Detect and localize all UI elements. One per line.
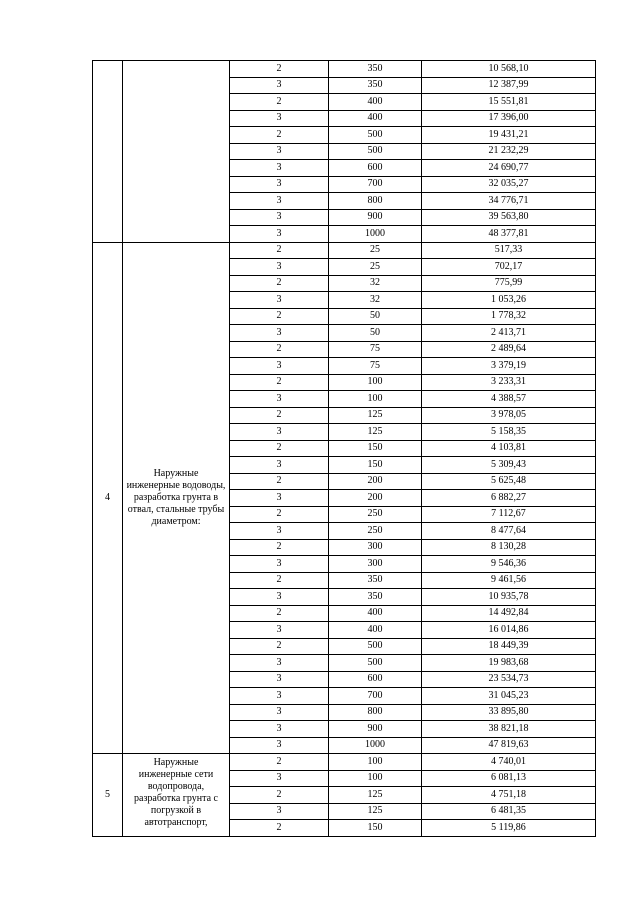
diameter-cell: 50	[329, 325, 422, 342]
diameter-cell: 900	[329, 721, 422, 738]
category-cell: 2	[230, 754, 329, 771]
price-cell: 2 489,64	[422, 341, 596, 358]
price-cell: 6 481,35	[422, 803, 596, 820]
price-cell: 15 551,81	[422, 94, 596, 111]
category-cell: 2	[230, 127, 329, 144]
diameter-cell: 100	[329, 391, 422, 408]
category-cell: 3	[230, 259, 329, 276]
category-cell: 3	[230, 589, 329, 606]
category-cell: 2	[230, 341, 329, 358]
category-cell: 3	[230, 671, 329, 688]
group-number: 5	[93, 754, 123, 837]
category-cell: 2	[230, 275, 329, 292]
diameter-cell: 350	[329, 589, 422, 606]
diameter-cell: 125	[329, 424, 422, 441]
price-cell: 9 546,36	[422, 556, 596, 573]
diameter-cell: 300	[329, 539, 422, 556]
price-cell: 6 882,27	[422, 490, 596, 507]
price-cell: 31 045,23	[422, 688, 596, 705]
price-cell: 39 563,80	[422, 209, 596, 226]
diameter-cell: 100	[329, 770, 422, 787]
category-cell: 3	[230, 325, 329, 342]
price-cell: 1 778,32	[422, 308, 596, 325]
diameter-cell: 400	[329, 622, 422, 639]
price-cell: 19 431,21	[422, 127, 596, 144]
category-cell: 3	[230, 226, 329, 243]
price-cell: 24 690,77	[422, 160, 596, 177]
category-cell: 2	[230, 407, 329, 424]
diameter-cell: 150	[329, 440, 422, 457]
diameter-cell: 32	[329, 275, 422, 292]
diameter-cell: 200	[329, 473, 422, 490]
price-cell: 12 387,99	[422, 77, 596, 94]
category-cell: 3	[230, 523, 329, 540]
diameter-cell: 25	[329, 259, 422, 276]
diameter-cell: 25	[329, 242, 422, 259]
price-cell: 517,33	[422, 242, 596, 259]
diameter-cell: 700	[329, 176, 422, 193]
diameter-cell: 350	[329, 61, 422, 78]
category-cell: 2	[230, 61, 329, 78]
diameter-cell: 400	[329, 94, 422, 111]
group-number	[93, 61, 123, 243]
group-description: Наружные инженерные водоводы, разработка грунта в отвал, стальные трубы диаметром:	[123, 242, 230, 754]
price-cell: 775,99	[422, 275, 596, 292]
diameter-cell: 350	[329, 77, 422, 94]
category-cell: 3	[230, 737, 329, 754]
price-cell: 6 081,13	[422, 770, 596, 787]
price-cell: 48 377,81	[422, 226, 596, 243]
price-table-body	[93, 61, 596, 837]
price-cell: 5 119,86	[422, 820, 596, 837]
table-row	[93, 242, 596, 259]
price-cell: 4 751,18	[422, 787, 596, 804]
price-cell: 8 130,28	[422, 539, 596, 556]
price-cell: 16 014,86	[422, 622, 596, 639]
category-cell: 3	[230, 391, 329, 408]
category-cell: 3	[230, 358, 329, 375]
category-cell: 3	[230, 704, 329, 721]
diameter-cell: 600	[329, 160, 422, 177]
category-cell: 2	[230, 820, 329, 837]
category-cell: 2	[230, 539, 329, 556]
category-cell: 3	[230, 160, 329, 177]
price-cell: 3 233,31	[422, 374, 596, 391]
diameter-cell: 500	[329, 655, 422, 672]
price-cell: 3 978,05	[422, 407, 596, 424]
price-cell: 10 568,10	[422, 61, 596, 78]
diameter-cell: 125	[329, 803, 422, 820]
diameter-cell: 100	[329, 374, 422, 391]
diameter-cell: 900	[329, 209, 422, 226]
diameter-cell: 400	[329, 110, 422, 127]
diameter-cell: 500	[329, 143, 422, 160]
category-cell: 3	[230, 457, 329, 474]
category-cell: 2	[230, 473, 329, 490]
price-cell: 34 776,71	[422, 193, 596, 210]
diameter-cell: 800	[329, 704, 422, 721]
category-cell: 3	[230, 770, 329, 787]
category-cell: 2	[230, 605, 329, 622]
category-cell: 3	[230, 292, 329, 309]
diameter-cell: 150	[329, 457, 422, 474]
diameter-cell: 1000	[329, 226, 422, 243]
price-cell: 5 309,43	[422, 457, 596, 474]
category-cell: 3	[230, 655, 329, 672]
diameter-cell: 125	[329, 787, 422, 804]
category-cell: 2	[230, 506, 329, 523]
group-number: 4	[93, 242, 123, 754]
category-cell: 3	[230, 424, 329, 441]
category-cell: 3	[230, 721, 329, 738]
category-cell: 3	[230, 556, 329, 573]
category-cell: 2	[230, 94, 329, 111]
diameter-cell: 150	[329, 820, 422, 837]
category-cell: 3	[230, 77, 329, 94]
category-cell: 3	[230, 803, 329, 820]
price-cell: 21 232,29	[422, 143, 596, 160]
category-cell: 3	[230, 176, 329, 193]
category-cell: 3	[230, 110, 329, 127]
diameter-cell: 250	[329, 506, 422, 523]
price-cell: 38 821,18	[422, 721, 596, 738]
diameter-cell: 75	[329, 341, 422, 358]
group-description: Наружные инженерные сети водопровода, разработка грунта с погрузкой в автотранспорт,	[123, 754, 230, 837]
price-cell: 2 413,71	[422, 325, 596, 342]
diameter-cell: 125	[329, 407, 422, 424]
category-cell: 3	[230, 193, 329, 210]
category-cell: 3	[230, 209, 329, 226]
price-cell: 10 935,78	[422, 589, 596, 606]
category-cell: 2	[230, 308, 329, 325]
diameter-cell: 350	[329, 572, 422, 589]
price-cell: 47 819,63	[422, 737, 596, 754]
price-cell: 3 379,19	[422, 358, 596, 375]
price-cell: 4 103,81	[422, 440, 596, 457]
diameter-cell: 50	[329, 308, 422, 325]
diameter-cell: 100	[329, 754, 422, 771]
price-cell: 23 534,73	[422, 671, 596, 688]
diameter-cell: 250	[329, 523, 422, 540]
category-cell: 2	[230, 787, 329, 804]
diameter-cell: 600	[329, 671, 422, 688]
category-cell: 3	[230, 143, 329, 160]
category-cell: 2	[230, 374, 329, 391]
category-cell: 2	[230, 440, 329, 457]
price-cell: 5 625,48	[422, 473, 596, 490]
group-description	[123, 61, 230, 243]
category-cell: 2	[230, 572, 329, 589]
price-cell: 5 158,35	[422, 424, 596, 441]
table-row	[93, 754, 596, 771]
price-cell: 1 053,26	[422, 292, 596, 309]
diameter-cell: 400	[329, 605, 422, 622]
price-cell: 7 112,67	[422, 506, 596, 523]
diameter-cell: 500	[329, 127, 422, 144]
table-row	[93, 61, 596, 78]
price-cell: 9 461,56	[422, 572, 596, 589]
category-cell: 3	[230, 490, 329, 507]
category-cell: 3	[230, 622, 329, 639]
price-cell: 33 895,80	[422, 704, 596, 721]
diameter-cell: 32	[329, 292, 422, 309]
price-cell: 702,17	[422, 259, 596, 276]
diameter-cell: 75	[329, 358, 422, 375]
diameter-cell: 300	[329, 556, 422, 573]
category-cell: 2	[230, 242, 329, 259]
category-cell: 2	[230, 638, 329, 655]
price-cell: 4 740,01	[422, 754, 596, 771]
price-cell: 17 396,00	[422, 110, 596, 127]
price-cell: 19 983,68	[422, 655, 596, 672]
diameter-cell: 500	[329, 638, 422, 655]
diameter-cell: 800	[329, 193, 422, 210]
price-cell: 32 035,27	[422, 176, 596, 193]
price-cell: 8 477,64	[422, 523, 596, 540]
diameter-cell: 1000	[329, 737, 422, 754]
diameter-cell: 200	[329, 490, 422, 507]
diameter-cell: 700	[329, 688, 422, 705]
price-cell: 18 449,39	[422, 638, 596, 655]
price-cell: 14 492,84	[422, 605, 596, 622]
category-cell: 3	[230, 688, 329, 705]
price-cell: 4 388,57	[422, 391, 596, 408]
price-table	[92, 60, 596, 837]
